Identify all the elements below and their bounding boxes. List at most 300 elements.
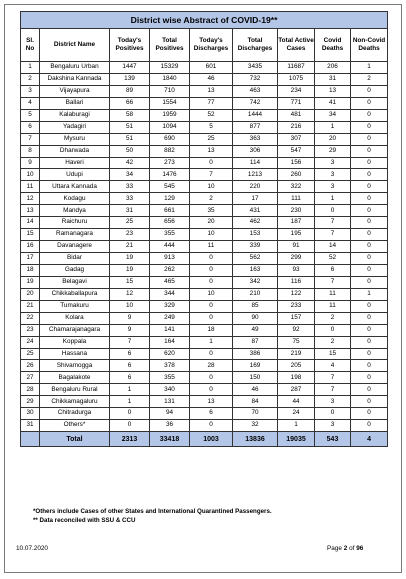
col-total-active-cases-cell: 322 (278, 181, 315, 193)
col-total-positives-cell: 129 (150, 193, 190, 205)
col-district-name-cell: Tumakuru (40, 300, 110, 312)
col-covid-deaths-cell: 6 (315, 264, 351, 276)
col-total-active-cases-cell: 307 (278, 133, 315, 145)
page-current: 2 (343, 545, 348, 552)
col-district-name-cell: Mandya (40, 205, 110, 217)
table-notes (33, 508, 272, 526)
col-total-discharges-cell: 49 (233, 324, 278, 336)
col-non-covid-deaths-cell: 0 (351, 241, 388, 253)
col-covid-deaths-cell: 34 (315, 109, 351, 121)
col-non-covid-deaths-cell: 0 (351, 181, 388, 193)
col-covid-deaths-cell: 3 (315, 181, 351, 193)
col-sl-no-cell: 17 (21, 253, 40, 265)
col-todays-positives-total: 2313 (110, 432, 150, 447)
col-total-active-cases-cell: 195 (278, 229, 315, 241)
col-district-name-cell: Udupi (40, 169, 110, 181)
col-district-name-cell: Dharwada (40, 145, 110, 157)
col-todays-positives-cell: 12 (110, 288, 150, 300)
col-todays-discharges-cell: 5 (190, 121, 233, 133)
col-sl-no-cell: 7 (21, 133, 40, 145)
col-sl-no-cell: 21 (21, 300, 40, 312)
col-district-name-cell: Hassana (40, 348, 110, 360)
col-sl-no-cell: 24 (21, 336, 40, 348)
col-total-positives-cell: 355 (150, 229, 190, 241)
col-sl-no-cell: 29 (21, 396, 40, 408)
table-row (21, 157, 388, 169)
col-total-active-cases-cell: 230 (278, 205, 315, 217)
col-todays-positives-cell: 0 (110, 408, 150, 420)
col-todays-discharges-cell: 35 (190, 205, 233, 217)
col-non-covid-deaths-cell: 0 (351, 420, 388, 432)
col-district-name-cell: Bengaluru Urban (40, 62, 110, 74)
col-sl-no-cell: 3 (21, 85, 40, 97)
footer-page-number (327, 545, 363, 552)
col-non-covid-deaths-cell: 0 (351, 348, 388, 360)
table-body (21, 62, 388, 432)
col-non-covid-deaths-cell: 0 (351, 300, 388, 312)
col-todays-positives-cell: 19 (110, 264, 150, 276)
col-district-name-cell: Yadagiri (40, 121, 110, 133)
col-todays-positives-cell: 1 (110, 396, 150, 408)
col-district-name-cell: Raichuru (40, 217, 110, 229)
col-non-covid-deaths-cell: 0 (351, 264, 388, 276)
col-todays-discharges-cell: 46 (190, 73, 233, 85)
column-header-row (21, 29, 388, 62)
col-total-positives-cell: 882 (150, 145, 190, 157)
table-row (21, 372, 388, 384)
col-todays-positives-cell: 33 (110, 181, 150, 193)
col-district-name-cell: Kolara (40, 312, 110, 324)
col-todays-discharges-cell: 0 (190, 264, 233, 276)
col-sl-no-cell: 15 (21, 229, 40, 241)
col-todays-discharges-cell: 10 (190, 288, 233, 300)
total-label: Total (40, 432, 110, 447)
col-non-covid-deaths-cell: 0 (351, 253, 388, 265)
col-non-covid-deaths-cell: 0 (351, 312, 388, 324)
col-total-positives-cell: 710 (150, 85, 190, 97)
col-district-name-cell: Ballari (40, 97, 110, 109)
col-district-name-cell: Dakshina Kannada (40, 73, 110, 85)
col-covid-deaths-cell: 3 (315, 420, 351, 432)
col-todays-discharges-cell: 18 (190, 324, 233, 336)
col-sl-no-cell: 1 (21, 62, 40, 74)
col-total-discharges-cell: 742 (233, 97, 278, 109)
col-covid-deaths-cell: 7 (315, 229, 351, 241)
table-row (21, 145, 388, 157)
col-todays-positives-cell: 31 (110, 205, 150, 217)
col-total-active-cases-cell: 93 (278, 264, 315, 276)
col-non-covid-deaths-cell: 0 (351, 408, 388, 420)
col-total-active-cases-cell: 216 (278, 121, 315, 133)
col-non-covid-deaths-cell: 0 (351, 97, 388, 109)
table-row (21, 408, 388, 420)
col-total-active-cases-cell: 156 (278, 157, 315, 169)
table-row (21, 205, 388, 217)
col-total-discharges-cell: 3435 (233, 62, 278, 74)
col-todays-discharges-cell: 13 (190, 85, 233, 97)
col-total-positives-total: 33418 (150, 432, 190, 447)
col-todays-discharges-cell: 25 (190, 133, 233, 145)
col-sl-no-cell: 12 (21, 193, 40, 205)
col-covid-deaths-cell: 1 (315, 193, 351, 205)
table-row (21, 348, 388, 360)
col-sl-no-cell: 13 (21, 205, 40, 217)
col-sl-no-cell: 23 (21, 324, 40, 336)
col-district-name-cell: Chamarajanagara (40, 324, 110, 336)
col-total-discharges-cell: 210 (233, 288, 278, 300)
col-non-covid-deaths-cell: 0 (351, 121, 388, 133)
table-row (21, 253, 388, 265)
table-row (21, 181, 388, 193)
col-todays-discharges-cell: 0 (190, 420, 233, 432)
footer-date: 10.07.2020 (16, 545, 48, 552)
col-total-positives-cell: 444 (150, 241, 190, 253)
col-todays-discharges-cell: 0 (190, 300, 233, 312)
col-todays-positives-cell: 42 (110, 157, 150, 169)
col-total-discharges-cell: 153 (233, 229, 278, 241)
col-sl-no-cell: 25 (21, 348, 40, 360)
col-todays-discharges-cell: 2 (190, 193, 233, 205)
col-todays-positives-cell: 58 (110, 109, 150, 121)
col-district-name-cell: Mysuru (40, 133, 110, 145)
col-total-positives-cell: 1476 (150, 169, 190, 181)
col-total-discharges-total: 13836 (233, 432, 278, 447)
col-non-covid-deaths-cell: 0 (351, 205, 388, 217)
col-district-name-cell: Chitradurga (40, 408, 110, 420)
col-total-active-cases-cell: 233 (278, 300, 315, 312)
col-covid-deaths-cell: 1 (315, 121, 351, 133)
col-sl-no-cell: 31 (21, 420, 40, 432)
col-covid-deaths-cell: 2 (315, 336, 351, 348)
col-total-positives-cell: 1554 (150, 97, 190, 109)
col-covid-deaths-cell: 3 (315, 169, 351, 181)
table-row (21, 300, 388, 312)
col-todays-discharges-cell: 0 (190, 372, 233, 384)
col-todays-positives-cell: 25 (110, 217, 150, 229)
table-row (21, 312, 388, 324)
col-total-positives-cell: 661 (150, 205, 190, 217)
col-total-active-cases-cell: 260 (278, 169, 315, 181)
col-total-active-cases-cell: 205 (278, 360, 315, 372)
col-covid-deaths-cell: 7 (315, 217, 351, 229)
col-sl-no-header: Sl. No (21, 29, 40, 62)
col-todays-positives-cell: 51 (110, 133, 150, 145)
col-non-covid-deaths-cell: 0 (351, 133, 388, 145)
col-sl-no-cell: 14 (21, 217, 40, 229)
col-district-name-cell: Koppala (40, 336, 110, 348)
col-total-discharges-cell: 46 (233, 384, 278, 396)
col-covid-deaths-cell: 206 (315, 62, 351, 74)
col-total-positives-cell: 465 (150, 276, 190, 288)
col-non-covid-deaths-cell: 1 (351, 288, 388, 300)
col-total-positives-cell: 656 (150, 217, 190, 229)
col-covid-deaths-cell: 11 (315, 300, 351, 312)
col-total-positives-cell: 690 (150, 133, 190, 145)
col-todays-discharges-cell: 0 (190, 253, 233, 265)
table-row (21, 229, 388, 241)
col-todays-discharges-cell: 1 (190, 336, 233, 348)
col-total-active-cases-header: Total Active Cases (278, 29, 315, 62)
col-total-discharges-cell: 163 (233, 264, 278, 276)
col-todays-discharges-cell: 52 (190, 109, 233, 121)
col-district-name-cell: Uttara Kannada (40, 181, 110, 193)
col-covid-deaths-cell: 3 (315, 396, 351, 408)
col-total-active-cases-cell: 187 (278, 217, 315, 229)
col-total-discharges-cell: 342 (233, 276, 278, 288)
col-sl-no-cell: 4 (21, 97, 40, 109)
col-todays-discharges-cell: 0 (190, 157, 233, 169)
col-non-covid-deaths-cell: 0 (351, 109, 388, 121)
col-todays-discharges-cell: 0 (190, 312, 233, 324)
col-total-discharges-cell: 1444 (233, 109, 278, 121)
col-sl-no-cell: 30 (21, 408, 40, 420)
col-covid-deaths-cell: 0 (315, 205, 351, 217)
table-row (21, 276, 388, 288)
table-row (21, 264, 388, 276)
col-total-positives-cell: 94 (150, 408, 190, 420)
col-todays-positives-cell: 19 (110, 253, 150, 265)
table-row (21, 85, 388, 97)
col-total-positives-cell: 141 (150, 324, 190, 336)
col-district-name-cell: Bagalakote (40, 372, 110, 384)
table-row (21, 169, 388, 181)
col-total-active-cases-cell: 111 (278, 193, 315, 205)
col-total-discharges-header: Total Discharges (233, 29, 278, 62)
col-non-covid-deaths-cell: 0 (351, 336, 388, 348)
col-sl-no-cell: 5 (21, 109, 40, 121)
col-total-positives-cell: 131 (150, 396, 190, 408)
col-non-covid-deaths-cell: 0 (351, 85, 388, 97)
col-total-active-cases-cell: 75 (278, 336, 315, 348)
col-covid-deaths-header: Covid Deaths (315, 29, 351, 62)
col-todays-discharges-cell: 13 (190, 145, 233, 157)
col-sl-no-cell: 27 (21, 372, 40, 384)
col-total-discharges-cell: 1213 (233, 169, 278, 181)
col-total-positives-cell: 545 (150, 181, 190, 193)
col-covid-deaths-cell: 0 (315, 408, 351, 420)
col-todays-discharges-cell: 0 (190, 276, 233, 288)
table-row (21, 73, 388, 85)
col-todays-positives-cell: 21 (110, 241, 150, 253)
col-total-discharges-cell: 463 (233, 85, 278, 97)
table-row (21, 97, 388, 109)
col-covid-deaths-cell: 0 (315, 324, 351, 336)
col-todays-positives-cell: 33 (110, 193, 150, 205)
col-total-active-cases-cell: 116 (278, 276, 315, 288)
table-row (21, 396, 388, 408)
col-todays-positives-cell: 0 (110, 420, 150, 432)
col-covid-deaths-cell: 3 (315, 157, 351, 169)
col-total-discharges-cell: 363 (233, 133, 278, 145)
col-total-positives-cell: 340 (150, 384, 190, 396)
col-todays-positives-header: Today's Positives (110, 29, 150, 62)
col-total-active-cases-cell: 234 (278, 85, 315, 97)
col-todays-discharges-header: Today's Discharges (190, 29, 233, 62)
col-todays-positives-cell: 89 (110, 85, 150, 97)
col-total-discharges-cell: 431 (233, 205, 278, 217)
col-district-name-cell: Bidar (40, 253, 110, 265)
page-of: of (349, 545, 355, 552)
col-total-positives-cell: 1959 (150, 109, 190, 121)
col-covid-deaths-cell: 52 (315, 253, 351, 265)
col-todays-positives-cell: 9 (110, 312, 150, 324)
col-covid-deaths-cell: 31 (315, 73, 351, 85)
col-non-covid-deaths-cell: 0 (351, 157, 388, 169)
col-covid-deaths-cell: 13 (315, 85, 351, 97)
col-covid-deaths-cell: 14 (315, 241, 351, 253)
table-row (21, 384, 388, 396)
col-non-covid-deaths-total: 4 (351, 432, 388, 447)
table-row (21, 336, 388, 348)
col-district-name-cell: Ramanagara (40, 229, 110, 241)
col-non-covid-deaths-cell: 0 (351, 372, 388, 384)
page-prefix: Page (327, 545, 342, 552)
col-total-active-cases-cell: 481 (278, 109, 315, 121)
col-todays-discharges-cell: 13 (190, 396, 233, 408)
col-covid-deaths-cell: 4 (315, 360, 351, 372)
col-non-covid-deaths-cell: 0 (351, 324, 388, 336)
col-sl-no-cell: 11 (21, 181, 40, 193)
col-covid-deaths-cell: 2 (315, 312, 351, 324)
col-covid-deaths-cell: 7 (315, 384, 351, 396)
col-sl-no-cell: 22 (21, 312, 40, 324)
table-row (21, 133, 388, 145)
total-sl-cell (21, 432, 40, 447)
col-district-name-cell: Chikkaballapura (40, 288, 110, 300)
col-district-name-cell: Haveri (40, 157, 110, 169)
col-todays-positives-cell: 9 (110, 324, 150, 336)
col-total-active-cases-cell: 1 (278, 420, 315, 432)
page-total: 96 (356, 545, 364, 552)
col-total-positives-cell: 378 (150, 360, 190, 372)
col-todays-positives-cell: 15 (110, 276, 150, 288)
col-todays-discharges-cell: 77 (190, 97, 233, 109)
col-total-active-cases-cell: 1075 (278, 73, 315, 85)
col-todays-positives-cell: 7 (110, 336, 150, 348)
col-district-name-cell: Kodagu (40, 193, 110, 205)
col-total-positives-cell: 273 (150, 157, 190, 169)
col-total-active-cases-cell: 92 (278, 324, 315, 336)
col-todays-discharges-cell: 28 (190, 360, 233, 372)
col-total-active-cases-cell: 24 (278, 408, 315, 420)
col-todays-discharges-total: 1003 (190, 432, 233, 447)
col-covid-deaths-cell: 15 (315, 348, 351, 360)
col-total-positives-cell: 1840 (150, 73, 190, 85)
col-todays-discharges-cell: 11 (190, 241, 233, 253)
note-reconciled: ** Data reconciled with SSU & CCU (33, 516, 136, 524)
col-total-discharges-cell: 386 (233, 348, 278, 360)
col-todays-positives-cell: 66 (110, 97, 150, 109)
col-sl-no-cell: 20 (21, 288, 40, 300)
col-todays-positives-cell: 51 (110, 121, 150, 133)
col-todays-discharges-cell: 20 (190, 217, 233, 229)
col-total-active-cases-cell: 11687 (278, 62, 315, 74)
col-todays-discharges-cell: 10 (190, 181, 233, 193)
col-total-discharges-cell: 732 (233, 73, 278, 85)
col-district-name-cell: Gadag (40, 264, 110, 276)
col-total-active-cases-cell: 219 (278, 348, 315, 360)
col-non-covid-deaths-cell: 0 (351, 276, 388, 288)
col-total-discharges-cell: 150 (233, 372, 278, 384)
total-row (21, 432, 388, 447)
col-non-covid-deaths-cell: 0 (351, 217, 388, 229)
col-total-discharges-cell: 87 (233, 336, 278, 348)
table-row (21, 193, 388, 205)
col-todays-positives-cell: 34 (110, 169, 150, 181)
col-todays-positives-cell: 6 (110, 348, 150, 360)
col-district-name-cell: Kalaburagi (40, 109, 110, 121)
table-title: District wise Abstract of COVID-19** (21, 12, 388, 29)
table-row (21, 217, 388, 229)
col-total-discharges-cell: 220 (233, 181, 278, 193)
col-total-discharges-cell: 169 (233, 360, 278, 372)
col-district-name-cell: Chikkamagaluru (40, 396, 110, 408)
col-non-covid-deaths-cell: 0 (351, 229, 388, 241)
col-sl-no-cell: 9 (21, 157, 40, 169)
col-covid-deaths-cell: 7 (315, 276, 351, 288)
col-total-active-cases-cell: 157 (278, 312, 315, 324)
col-todays-positives-cell: 10 (110, 300, 150, 312)
col-total-discharges-cell: 90 (233, 312, 278, 324)
col-todays-positives-cell: 50 (110, 145, 150, 157)
col-sl-no-cell: 6 (21, 121, 40, 133)
col-total-active-cases-cell: 91 (278, 241, 315, 253)
district-abstract-table (20, 11, 388, 447)
col-sl-no-cell: 16 (21, 241, 40, 253)
col-non-covid-deaths-cell: 2 (351, 73, 388, 85)
col-todays-discharges-cell: 0 (190, 348, 233, 360)
col-sl-no-cell: 10 (21, 169, 40, 181)
col-total-discharges-cell: 462 (233, 217, 278, 229)
col-total-positives-cell: 262 (150, 264, 190, 276)
col-sl-no-cell: 26 (21, 360, 40, 372)
col-non-covid-deaths-cell: 0 (351, 145, 388, 157)
col-total-positives-cell: 355 (150, 372, 190, 384)
col-total-positives-cell: 15329 (150, 62, 190, 74)
col-total-active-cases-total: 19035 (278, 432, 315, 447)
table-row (21, 121, 388, 133)
col-todays-discharges-cell: 0 (190, 384, 233, 396)
col-todays-discharges-cell: 7 (190, 169, 233, 181)
col-total-discharges-cell: 85 (233, 300, 278, 312)
col-total-discharges-cell: 306 (233, 145, 278, 157)
col-todays-positives-cell: 1 (110, 384, 150, 396)
col-total-active-cases-cell: 287 (278, 384, 315, 396)
col-todays-discharges-cell: 10 (190, 229, 233, 241)
col-sl-no-cell: 18 (21, 264, 40, 276)
table-row (21, 241, 388, 253)
col-total-discharges-cell: 339 (233, 241, 278, 253)
table-row (21, 288, 388, 300)
col-todays-positives-cell: 6 (110, 360, 150, 372)
col-non-covid-deaths-cell: 0 (351, 396, 388, 408)
col-non-covid-deaths-cell: 0 (351, 169, 388, 181)
col-total-discharges-cell: 114 (233, 157, 278, 169)
col-district-name-cell: Vijayapura (40, 85, 110, 97)
col-sl-no-cell: 8 (21, 145, 40, 157)
col-non-covid-deaths-cell: 0 (351, 193, 388, 205)
col-non-covid-deaths-header: Non-Covid Deaths (351, 29, 388, 62)
col-total-discharges-cell: 562 (233, 253, 278, 265)
col-sl-no-cell: 2 (21, 73, 40, 85)
col-total-discharges-cell: 84 (233, 396, 278, 408)
col-non-covid-deaths-cell: 0 (351, 384, 388, 396)
col-total-active-cases-cell: 122 (278, 288, 315, 300)
col-covid-deaths-total: 543 (315, 432, 351, 447)
col-total-discharges-cell: 17 (233, 193, 278, 205)
col-todays-positives-cell: 139 (110, 73, 150, 85)
col-non-covid-deaths-cell: 0 (351, 360, 388, 372)
